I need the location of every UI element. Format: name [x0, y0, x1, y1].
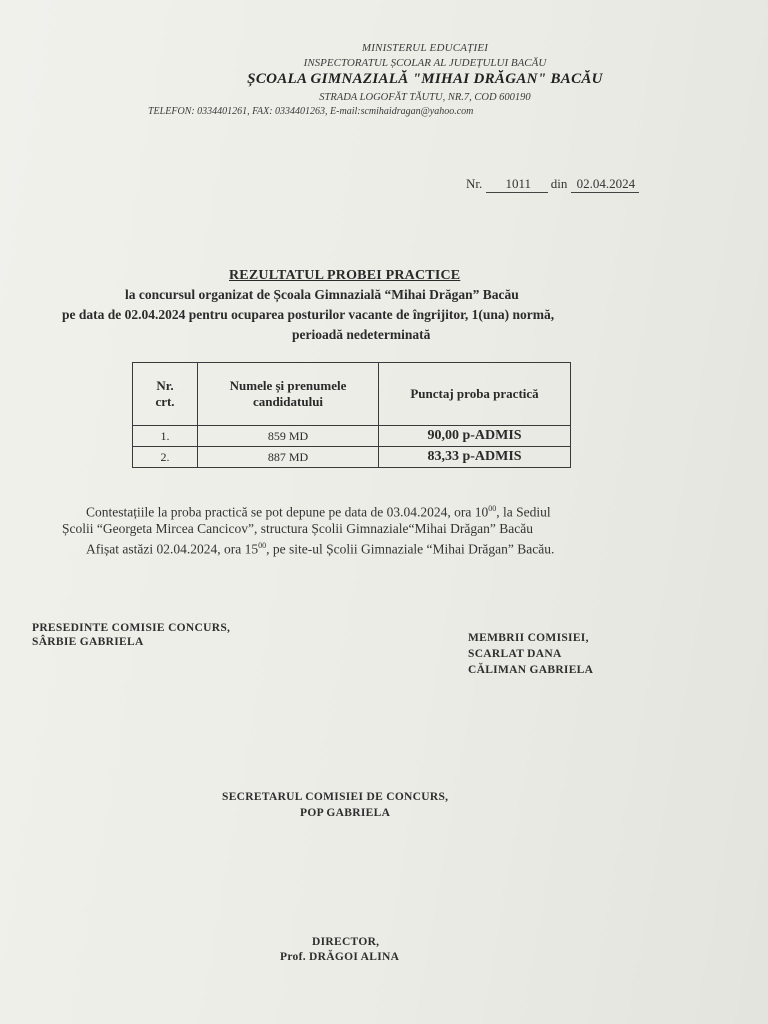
appeal-note-text-b: , la Sediul [496, 504, 551, 520]
director-name: Prof. DRĂGOI ALINA [280, 951, 400, 963]
date-label: din [550, 176, 568, 191]
row-score: 83,33 p-ADMIS [379, 447, 571, 468]
posted-note [86, 541, 554, 558]
posted-note-minutes: 00 [258, 541, 267, 550]
inspectorate-line: INSPECTORATUL ȘCOLAR AL JUDEȚULUI BACĂU [303, 57, 547, 69]
table-header-row [133, 363, 571, 426]
director-title: DIRECTOR, [312, 936, 380, 948]
subtitle-line-3: perioadă nedeterminată [292, 327, 431, 342]
header-nr-line2: crt. [155, 394, 175, 409]
row-score: 90,00 p-ADMIS [379, 426, 571, 447]
posted-note-text-b: , pe site-ul Școlii Gimnaziale “Mihai Drăgan” Bacău. [266, 541, 555, 557]
results-table [132, 362, 571, 468]
appeal-note-minutes: 00 [488, 504, 497, 513]
appeal-note-line-1 [86, 504, 551, 521]
subtitle-line-2: pe data de 02.04.2024 pentru ocuparea posturilor vacante de îngrijitor, 1(una) normă, [62, 307, 555, 322]
header-name-line2: candidatului [252, 394, 324, 409]
header-name-line1: Numele și prenumele [229, 378, 347, 393]
members-title: MEMBRII COMISIEI, [468, 632, 589, 644]
school-address: STRADA LOGOFĂT TĂUTU, NR.7, COD 600190 [319, 92, 531, 103]
president-title: PRESEDINTE COMISIE CONCURS, [32, 622, 231, 634]
document-title: REZULTATUL PROBEI PRACTICE [229, 268, 461, 283]
subtitle-line-1: la concursul organizat de Școala Gimnazială “Mihai Drăgan” Bacău [125, 287, 519, 302]
ministry-line: MINISTERUL EDUCAȚIEI [361, 42, 489, 54]
registration-number [466, 176, 639, 193]
header-name [198, 363, 379, 426]
member-name-2: CĂLIMAN GABRIELA [468, 664, 594, 676]
appeal-note-text-a: Contestațiile la proba practică se pot depune pe data de 03.04.2024, ora 10 [86, 504, 489, 520]
table-row [133, 447, 571, 468]
posted-note-text-a: Afișat astăzi 02.04.2024, ora 15 [86, 541, 259, 557]
school-contact: TELEFON: 0334401261, FAX: 0334401263, E-mail:scmihaidragan@yahoo.com [148, 106, 474, 117]
header-score: Punctaj proba practică [379, 363, 571, 426]
member-name-1: SCARLAT DANA [468, 648, 562, 660]
header-nr [133, 363, 198, 426]
secretary-title: SECRETARUL COMISIEI DE CONCURS, [222, 791, 449, 803]
row-nr: 2. [133, 447, 198, 468]
header-nr-line1: Nr. [156, 378, 174, 393]
president-name: SÂRBIE GABRIELA [32, 636, 144, 648]
nr-value: 1011 [486, 176, 548, 193]
secretary-name: POP GABRIELA [300, 807, 391, 819]
nr-label: Nr. [466, 176, 483, 191]
row-nr: 1. [133, 426, 198, 447]
row-candidate: 887 MD [198, 447, 379, 468]
table-row [133, 426, 571, 447]
school-name: ȘCOALA GIMNAZIALĂ "MIHAI DRĂGAN" BACĂU [247, 71, 603, 87]
appeal-note-line-2: Școlii “Georgeta Mircea Cancicov”, structura Școlii Gimnaziale“Mihai Drăgan” Bacău [62, 521, 533, 536]
row-candidate: 859 MD [198, 426, 379, 447]
date-value: 02.04.2024 [571, 176, 640, 193]
